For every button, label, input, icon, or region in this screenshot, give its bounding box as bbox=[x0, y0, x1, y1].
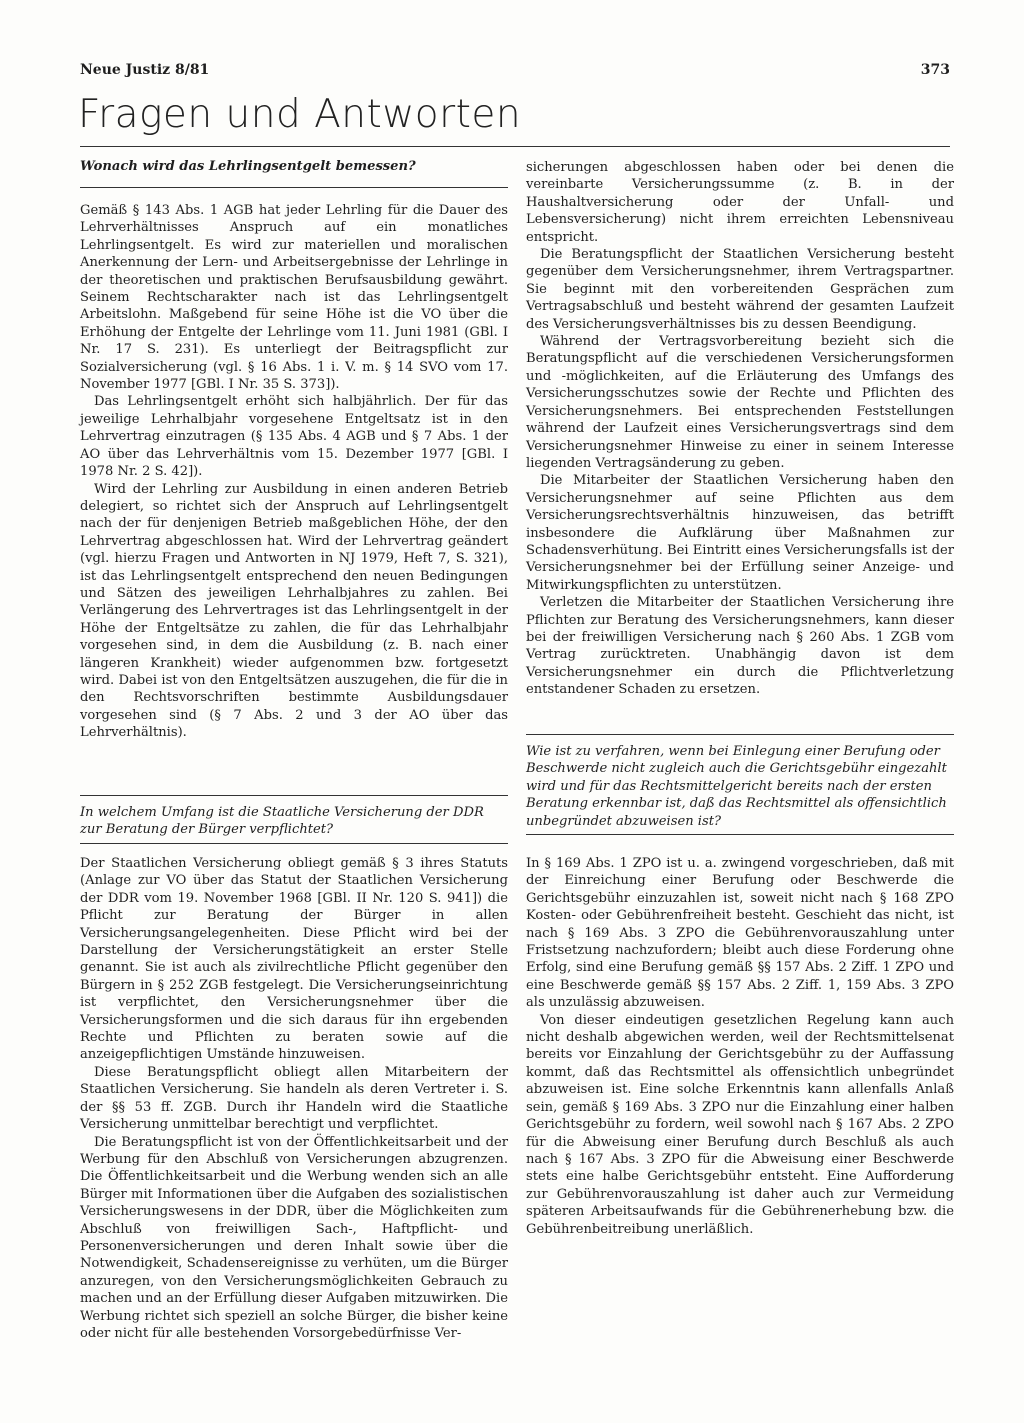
answer-2 bbox=[80, 855, 508, 1342]
answer-3 bbox=[526, 855, 954, 1238]
question-1: Wonach wird das Lehrlingsentgelt bemessen? bbox=[80, 158, 508, 188]
answer-2-paragraph: Die Mitarbeiter der Staatlichen Versicherung haben den Versicherungsnehmer auf seine Pflichten aus dem Versicherungsrechtsverhältnis hinzuweisen, das betrifft insbesondere die Aufklärung über Maßnahmen zur Schadensverhütung. Bei Eintritt eines Versicherungsfalls ist der Versicherungsnehmer bei der Erfüllung seiner Anzeige- und Mitwirkungspflichten zu unterstützen. bbox=[526, 473, 954, 593]
answer-2-paragraph: Diese Beratungspflicht obliegt allen Mitarbeitern der Staatlichen Versicherung. Sie handeln als deren Vertreter i. S. der §§ 53 ff. ZGB. Durch ihr Handeln wird die Staatliche Versicherung unmittelbar berechtigt und verpflichtet. bbox=[80, 1064, 508, 1133]
section-title: Fragen und Antworten bbox=[78, 92, 522, 137]
answer-1 bbox=[80, 202, 508, 742]
answer-2-paragraph: sicherungen abgeschlossen haben oder bei denen die vereinbarte Versicherungssumme (z. B. in der Haushaltversicherung oder der Unfall- und Lebensversicherung) nicht ihrem erreichten Lebensniveau entspricht. bbox=[526, 160, 954, 245]
answer-1-paragraph: Gemäß § 143 Abs. 1 AGB hat jeder Lehrling für die Dauer des Lehrverhältnisses Anspruch auf ein monatliches Lehrlingsentgelt. Es wird zur materiellen und moralischen Anerkennung der Lern- und Arbeitsergebnisse der Lehrlinge in der theoretischen und praktischen Berufsausbildung gewährt. Seinem Rechtscharakter nach ist das Lehrlingsentgelt Arbeitslohn. Maßgebend für seine Höhe ist die VO über die Erhöhung der Entgelte der Lehrlinge vom 11. Juni 1981 (GBl. I Nr. 17 S. 231). Es unterliegt der Beitragspflicht zur Sozialversicherung (vgl. § 16 Abs. 1 i. V. m. § 14 SVO vom 17. November 1977 [GBl. I Nr. 35 S. 373]). bbox=[80, 203, 508, 393]
answer-1-paragraph: Wird der Lehrling zur Ausbildung in einen anderen Betrieb delegiert, so richtet sich der Anspruch auf Lehrlingsentgelt nach der für denjenigen Betrieb maßgeblichen Höhe, der den Lehrvertrag abgeschlossen hat. Wird der Lehrvertrag geändert (vgl. hierzu Fragen und Antworten in NJ 1979, Heft 7, S. 321), ist das Lehrlingsentgelt entsprechend den neuen Bedingungen und Sätzen des jeweiligen Lehrhalbjahres zu zahlen. Bei Verlängerung des Lehrvertrages ist das Lehrlingsentgelt in der Höhe der Entgeltsätze zu zahlen, die für das Lehrhalbjahr vorgesehen sind, in dem die Ausbildung (z. B. nach einer längeren Krankheit) wieder aufgenommen bzw. fortgesetzt wird. Dabei ist von den Entgeltsätzen auszugehen, die für die in den Rechtsvorschriften bestimmte Ausbildungsdauer vorgesehen sind (§ 7 Abs. 2 und 3 der AO über das Lehrverhältnis). bbox=[80, 481, 508, 741]
page-number: 373 bbox=[920, 62, 950, 78]
journal-issue: Neue Justiz 8/81 bbox=[80, 62, 210, 78]
answer-2-paragraph: Verletzen die Mitarbeiter der Staatlichen Versicherung ihre Pflichten zur Beratung des Versicherungsnehmers, kann dieser bei der freiwilligen Versicherung nach § 260 Abs. 1 ZGB vom Vertrag zurücktreten. Unabhängig davon ist dem Versicherungsnehmer ein durch die Pflichtverletzung entstandener Schaden zu ersetzen. bbox=[526, 595, 954, 698]
answer-2-paragraph: Die Beratungspflicht ist von der Öffentlichkeitsarbeit und der Werbung für den Abschluß von Versicherungen abzugrenzen. Die Öffentlichkeitsarbeit und die Werbung wenden sich an alle Bürger mit Informationen über die Aufgaben des sozialistischen Versicherungswesens in der DDR, über die Möglichkeiten zum Abschluß von freiwilligen Sach-, Haftpflicht- und Personenversicherungen und deren Inhalt sowie über die Notwendigkeit, Schadensereignisse zu verhüten, um die Bürger anzuregen, von den Versicherungsmöglichkeiten Gebrauch zu machen und an der Erfüllung dieser Aufgaben mitzuwirken. Die Werbung richtet sich speziell an solche Bürger, die bisher keine oder nicht für alle bestehenden Vorsorgebedürfnisse Ver- bbox=[80, 1134, 508, 1341]
answer-2-paragraph: Während der Vertragsvorbereitung bezieht sich die Beratungspflicht auf die verschiedenen Versicherungsformen und -möglichkeiten, auf die Erläuterung des Umfangs des Versicherungsschutzes sowie der Rechte und Pflichten des Versicherungsnehmers. Bei entsprechenden Feststellungen während der Laufzeit eines Versicherungsvertrags sind dem Versicherungsnehmer Hinweise zu einer in seinem Interesse liegenden Vertragsänderung zu geben. bbox=[526, 334, 954, 471]
header-rule bbox=[80, 146, 950, 147]
answer-2-paragraph: Die Beratungspflicht der Staatlichen Versicherung besteht gegenüber dem Versicherungsnehmer, ihrem Vertragspartner. Sie beginnt mit den vorbereitenden Gesprächen zum Vertragsabschluß und besteht während der gesamten Laufzeit des Versicherungsverhältnisses bis zu dessen Beendigung. bbox=[526, 247, 954, 332]
running-head bbox=[80, 62, 950, 78]
answer-3-paragraph: In § 169 Abs. 1 ZPO ist u. a. zwingend vorgeschrieben, daß mit der Einreichung einer Berufung oder Beschwerde die Gerichtsgebühr einzuzahlen ist, soweit nicht nach § 168 ZPO Kosten- oder Gebührenfreiheit besteht. Geschieht das nicht, ist nach § 169 Abs. 3 ZPO die Gebührenvorauszahlung unter Fristsetzung nachzufordern; bleibt auch diese Forderung ohne Erfolg, sind eine Berufung gemäß §§ 157 Abs. 2 Ziff. 1 ZPO und eine Beschwerde gemäß §§ 157 Abs. 2 Ziff. 1, 159 Abs. 3 ZPO als unzulässig abzuweisen. bbox=[526, 856, 954, 1011]
answer-1-paragraph: Das Lehrlingsentgelt erhöht sich halbjährlich. Der für das jeweilige Lehrhalbjahr vorgesehene Entgeltsatz ist in den Lehrvertrag einzutragen (§ 135 Abs. 4 AGB und § 7 Abs. 1 der AO über das Lehrverhältnis vom 15. Dezember 1977 [GBl. I 1978 Nr. 2 S. 42]). bbox=[80, 394, 508, 480]
question-2: In welchem Umfang ist die Staatliche Versicherung der DDR zur Beratung der Bürger verpflichtet? bbox=[80, 795, 508, 844]
question-3: Wie ist zu verfahren, wenn bei Einlegung einer Berufung oder Beschwerde nicht zugleich auch die Gerichtsgebühr eingezahlt wird und für das Rechtsmittelgericht bereits nach der ersten Beratung erkennbar ist, daß das Rechtsmittel als offensichtlich unbegründet abzuweisen ist? bbox=[526, 734, 954, 835]
answer-3-paragraph: Von dieser eindeutigen gesetzlichen Regelung kann auch nicht deshalb abgewichen werden, weil der Rechtsmittelsenat bereits vor Einzahlung der Gerichtsgebühr zu der Auffassung kommt, daß das Rechtsmittel als offensichtlich unbegründet abzuweisen ist. Eine solche Erkenntnis kann allenfalls Anlaß sein, gemäß § 169 Abs. 3 ZPO nur die Einzahlung einer halben Gerichtsgebühr zu fordern, weil sowohl nach § 167 Abs. 2 ZPO für die Abweisung einer Berufung durch Beschluß als auch nach § 167 Abs. 3 ZPO für die Abweisung einer Beschwerde stets eine halbe Gerichtsgebühr entsteht. Eine Aufforderung zur Gebührenvorauszahlung ist daher auch zur Vermeidung späteren Arbeitsaufwands für die Gebührenerhebung bzw. die Gebührenbeitreibung unerläßlich. bbox=[526, 1012, 954, 1237]
answer-2-continued bbox=[526, 159, 954, 699]
answer-2-paragraph: Der Staatlichen Versicherung obliegt gemäß § 3 ihres Statuts (Anlage zur VO über das Statut der Staatlichen Versicherung der DDR vom 19. November 1968 [GBl. II Nr. 120 S. 941]) die Pflicht zur Beratung der Bürger in allen Versicherungsangelegenheiten. Diese Pflicht wird bei der Darstellung der Versicherungstätigkeit an erster Stelle genannt. Sie ist auch als zivilrechtliche Pflicht gegenüber den Bürgern in § 252 ZGB festgelegt. Die Versicherungseinrichtung ist verpflichtet, den Versicherungsnehmer über die Versicherungsformen und die sich daraus für ihn ergebenden Rechte und Pflichten zu beraten sowie auf die anzeigepflichtigen Umstände hinzuweisen. bbox=[80, 856, 508, 1063]
